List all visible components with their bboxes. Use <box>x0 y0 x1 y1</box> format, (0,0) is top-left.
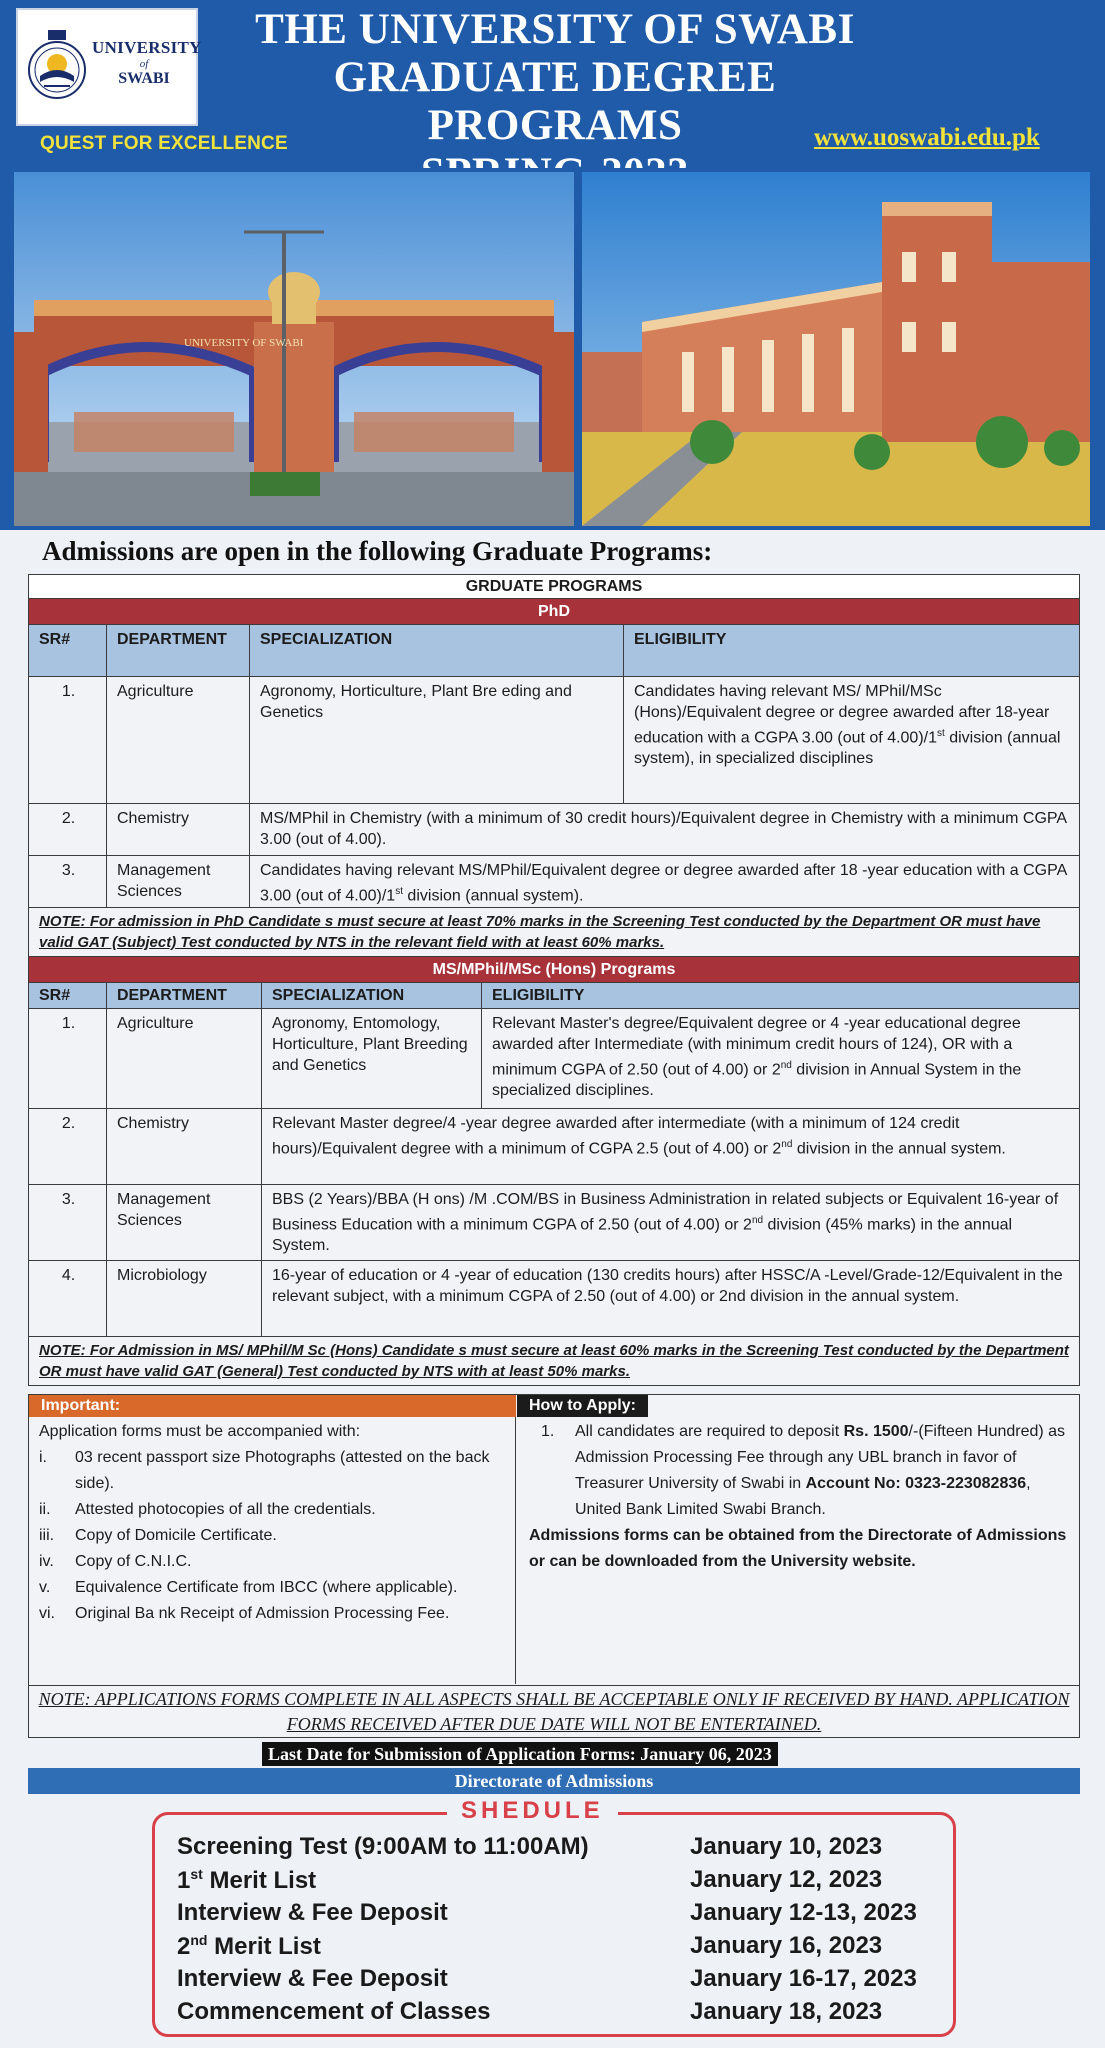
row-eligibility: Candidates having relevant MS/ MPhil/MSc (Hons)/Equivalent degree or degree awarded after 18-year education with a CGPA 3.00 (out of 4.00)/1st division (annual system), in specialized disciplines <box>634 683 1061 768</box>
row-specialization: Agronomy, Entomology, Horticulture, Plant Breeding and Genetics <box>262 1009 482 1108</box>
schedule-event: 2nd Merit List <box>177 1932 321 1960</box>
building-photo <box>582 172 1090 526</box>
row-sr: 1. <box>29 1009 107 1108</box>
list-item: ii. Attested photocopies of all the credentials. <box>39 1501 376 1518</box>
schedule-box <box>152 1797 956 2037</box>
table-row <box>29 855 1079 907</box>
table-caption: GRDUATE PROGRAMS <box>29 575 1079 599</box>
schedule-row <box>177 1998 937 2030</box>
fee-amount: Rs. 1500 <box>843 1423 909 1440</box>
header-sr: SR# <box>29 983 107 1008</box>
schedule-row <box>177 1899 937 1931</box>
row-eligibility: Candidates having relevant MS/MPhil/Equivalent degree or degree awarded after 18 -year education with a CGPA 3.00 (out of 4.00)/1st division (annual system). <box>260 862 1067 905</box>
row-sr: 2. <box>29 1109 107 1184</box>
admissions-heading: Admissions are open in the following Graduate Programs: <box>42 536 713 566</box>
logo-line-2: of <box>139 58 149 70</box>
schedule-event: Commencement of Classes <box>177 1998 491 2025</box>
header-eligibility: ELIGIBILITY <box>492 987 585 1004</box>
row-sr: 3. <box>29 1185 107 1260</box>
table-row <box>29 676 1079 803</box>
header-specialization: SPECIALIZATION <box>250 625 624 676</box>
list-item: iii. Copy of Domicile Certificate. <box>39 1527 277 1544</box>
header-sr: SR# <box>29 625 107 676</box>
table-row <box>29 1260 1079 1336</box>
seal-icon <box>26 20 88 114</box>
logo-line-3: SWABI <box>118 70 170 87</box>
row-department: Agriculture <box>107 1009 262 1108</box>
account-number: Account No: 0323-223082836 <box>805 1475 1027 1492</box>
gate-photo <box>14 172 574 526</box>
schedule-event: Screening Test (9:00AM to 11:00AM) <box>177 1833 589 1860</box>
schedule-date: January 18, 2023 <box>690 1998 883 2025</box>
header <box>0 0 1105 168</box>
title-line-1: THE UNIVERSITY OF SWABI <box>255 6 855 53</box>
table-row <box>29 1008 1079 1108</box>
phd-band: PhD <box>29 599 1079 624</box>
row-department: Management Sciences <box>107 1185 262 1260</box>
schedule-event: Interview & Fee Deposit <box>177 1965 448 1992</box>
motto: QUEST FOR EXCELLENCE <box>40 133 288 154</box>
schedule-row <box>177 1866 937 1898</box>
list-item: v. Equivalence Certificate from IBCC (where applicable). <box>39 1579 458 1596</box>
header-department: DEPARTMENT <box>107 983 262 1008</box>
schedule-date: January 12, 2023 <box>690 1866 883 1893</box>
schedule-date: January 16-17, 2023 <box>690 1965 917 1992</box>
row-department: Chemistry <box>107 804 250 855</box>
schedule-title: SHEDULE <box>447 1797 618 1825</box>
ms-band: MS/MPhil/MSc (Hons) Programs <box>29 957 1079 982</box>
row-specialization: Agronomy, Horticulture, Plant Bre eding and Genetics <box>250 677 624 803</box>
campus-photos <box>0 168 1105 530</box>
schedule-date: January 12-13, 2023 <box>690 1899 917 1926</box>
list-item: vi. Original Ba nk Receipt of Admission Processing Fee. <box>39 1605 450 1622</box>
forms-note: Admissions forms can be obtained from the Directorate of Admissions or can be downloaded from the University website. <box>529 1527 1067 1570</box>
header-eligibility: ELIGIBILITY <box>634 631 727 648</box>
schedule-date: January 16, 2023 <box>690 1932 883 1959</box>
row-sr: 4. <box>29 1261 107 1336</box>
table-row <box>29 1108 1079 1184</box>
row-department: Chemistry <box>107 1109 262 1184</box>
phd-table <box>28 574 1080 957</box>
table-header-row <box>29 624 1079 676</box>
phd-note: NOTE: For admission in PhD Candidate s must secure at least 70% marks in the Screening Test conducted by the Department OR must have valid GAT (Subject) Test conducted by NTS in the relevant field with at least 60% marks. <box>29 907 1079 956</box>
row-eligibility: 16-year of education or 4 -year of education (130 credits hours) after HSSC/A -Level/Grade-12/Equivalent in the relevant subject, with a minimum CGPA of 2.50 (out of 4.00) or 2nd division in the annual system. <box>272 1267 1063 1305</box>
logo-line-1: UNIVERSITY <box>92 38 202 57</box>
info-panels <box>28 1394 1080 1686</box>
important-intro: Application forms must be accompanied with: <box>39 1423 361 1440</box>
important-label: Important: <box>29 1395 516 1417</box>
schedule-row <box>177 1833 937 1865</box>
schedule-row <box>177 1932 937 1964</box>
row-department: Microbiology <box>107 1261 262 1336</box>
table-row <box>29 1184 1079 1260</box>
row-department: Agriculture <box>107 677 250 803</box>
row-eligibility: MS/MPhil in Chemistry (with a minimum of 30 credit hours)/Equivalent degree in Chemistry with a minimum CGPA 3.00 (out of 4.00). <box>260 810 1067 848</box>
row-sr: 3. <box>29 856 107 907</box>
final-note: NOTE: APPLICATIONS FORMS COMPLETE IN ALL ASPECTS SHALL BE ACCEPTABLE ONLY IF RECEIVED BY HAND. APPLICATION FORMS RECEIVED AFTER DUE DATE WILL NOT BE ENTERTAINED. <box>28 1686 1080 1738</box>
row-eligibility: Relevant Master degree/4 -year degree awarded after intermediate (with a minimum of 124 credit hours)/Equivalent degree with a minimum of CGPA 2.5 (out of 4.00) or 2nd division in the annual system. <box>272 1115 1006 1158</box>
list-item: i. 03 recent passport size Photographs (attested on the back side). <box>39 1449 490 1492</box>
row-sr: 1. <box>29 677 107 803</box>
ms-note: NOTE: For Admission in MS/ MPhil/M Sc (Hons) Candidate s must secure at least 60% marks in the Screening Test conducted by the Department OR must have valid GAT (General) Test conducted by NTS with at least 50% marks. <box>29 1336 1079 1385</box>
university-logo <box>16 8 202 126</box>
schedule-event: 1st Merit List <box>177 1866 317 1894</box>
list-item: 1. All candidates are required to deposit Rs. 1500/-(Fifteen Hundred) as Admission Processing Fee through any UBL branch in favor of Treasurer University of Swabi in Account No: 0323-223082836, United Bank Limited Swabi Branch. <box>541 1423 1066 1518</box>
row-sr: 2. <box>29 804 107 855</box>
directorate-banner: Directorate of Admissions <box>28 1768 1080 1794</box>
important-panel <box>29 1395 516 1684</box>
schedule-date: January 10, 2023 <box>690 1833 883 1860</box>
list-item: iv. Copy of C.N.I.C. <box>39 1553 192 1570</box>
header-specialization: SPECIALIZATION <box>262 983 482 1008</box>
last-date-banner: Last Date for Submission of Application Forms: January 06, 2023 <box>262 1742 778 1766</box>
table-row <box>29 803 1079 855</box>
row-eligibility: Relevant Master's degree/Equivalent degree or 4 -year educational degree awarded after Intermediate (with minimum credit hours of 124), OR with a minimum CGPA of 2.50 (out of 4.00) or 2nd division in Annual System in the specialized disciplines. <box>492 1015 1022 1100</box>
row-department: Management Sciences <box>107 856 250 907</box>
schedule-row <box>177 1965 937 1997</box>
how-to-apply-panel <box>517 1395 1079 1684</box>
schedule-event: Interview & Fee Deposit <box>177 1899 448 1926</box>
title-line-2: GRADUATE DEGREE PROGRAMS <box>333 54 777 149</box>
header-department: DEPARTMENT <box>107 625 250 676</box>
how-to-apply-label: How to Apply: <box>517 1395 648 1417</box>
website-link[interactable]: www.uoswabi.edu.pk <box>814 124 1040 151</box>
ms-table <box>28 956 1080 1386</box>
row-eligibility: BBS (2 Years)/BBA (H ons) /M .COM/BS in Business Administration in related subjects or Equivalent 16-year of Business Education with a minimum CGPA of 2.50 (out of 4.00) or 2nd division (45% marks) in the annual System. <box>272 1191 1059 1255</box>
table-header-row <box>29 982 1079 1008</box>
gate-sign: UNIVERSITY OF SWABI <box>184 337 304 349</box>
